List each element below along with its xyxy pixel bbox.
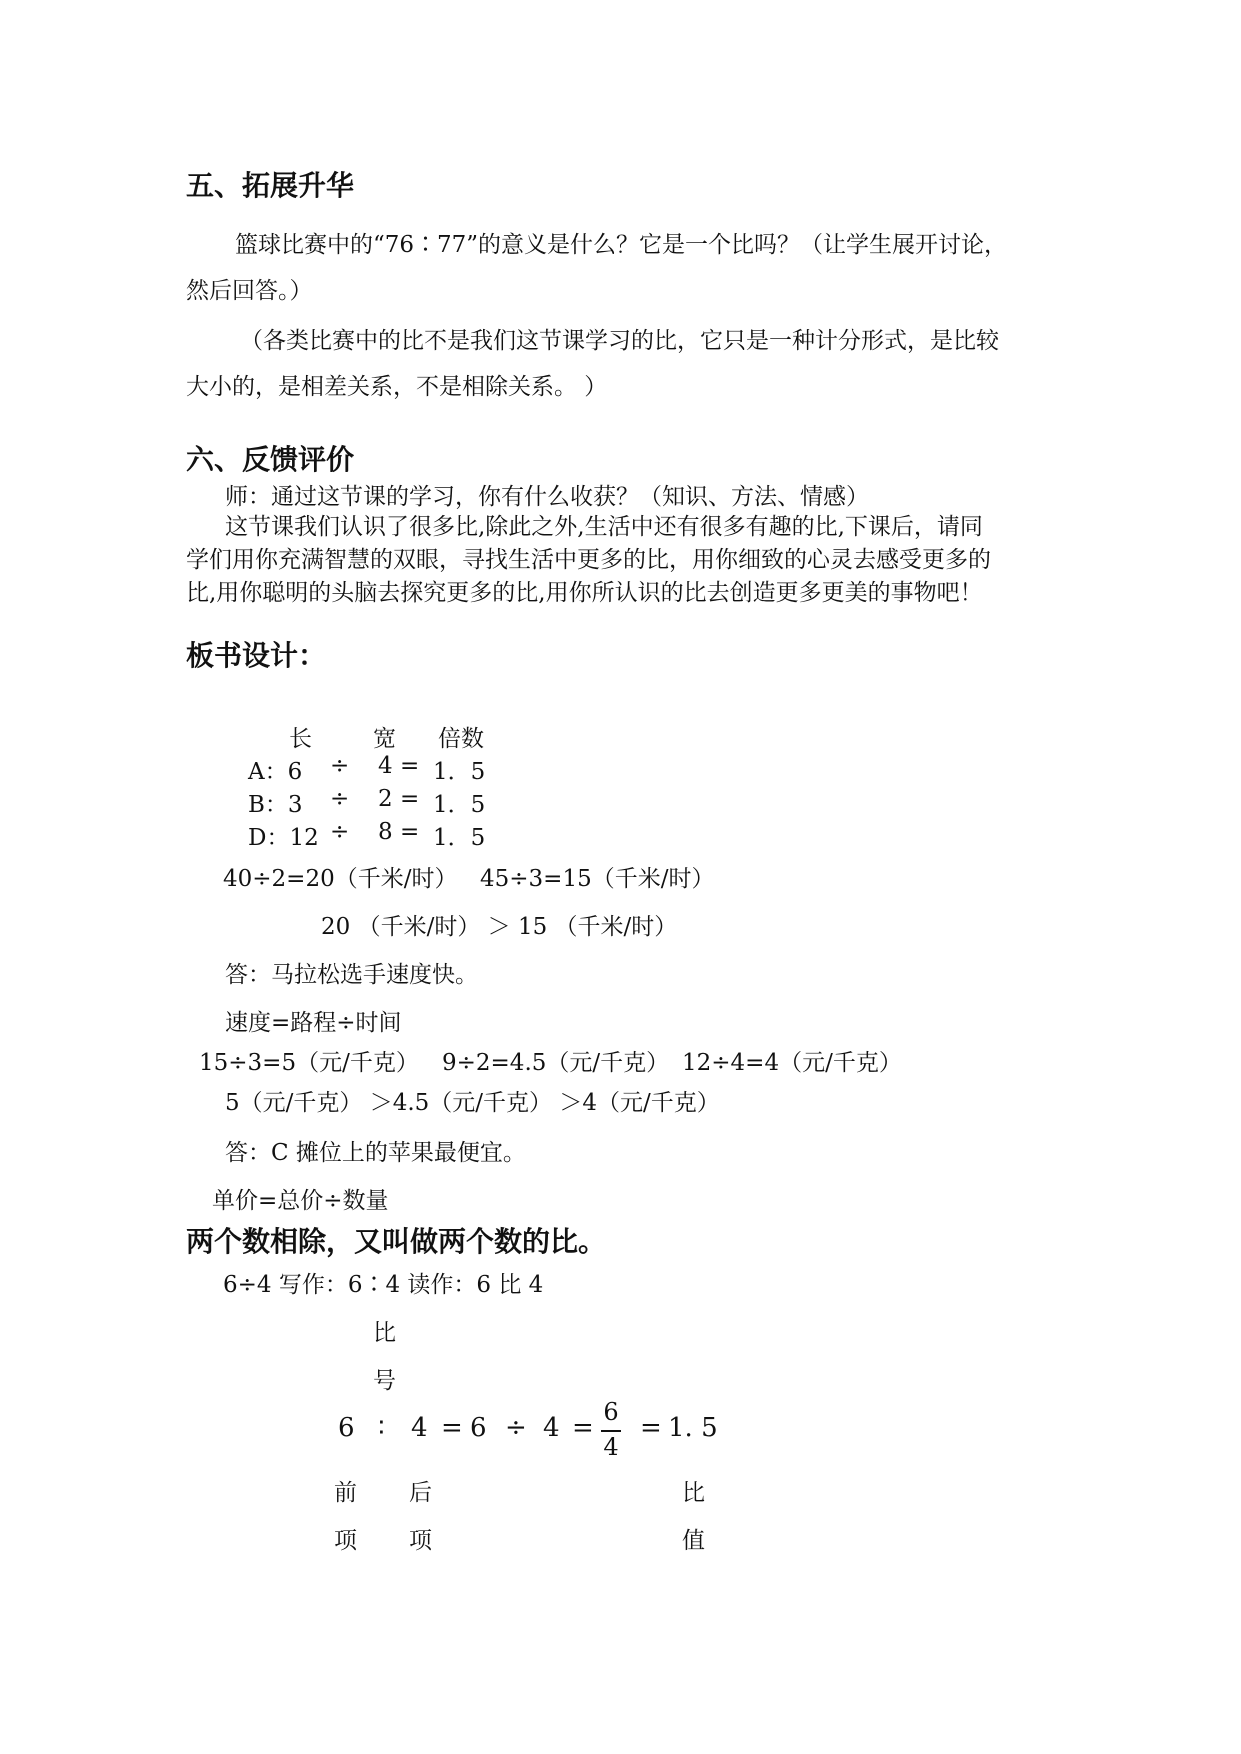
eq-colon: ∶ — [378, 1413, 385, 1443]
row-b-result: 1．5 — [433, 792, 486, 818]
label-hou-1: 后 — [409, 1480, 432, 1506]
section5-para1-line2: 然后回答。） — [186, 278, 313, 304]
section5-title: 五、拓展升华 — [186, 169, 355, 202]
answer-1: 答：马拉松选手速度快。 — [225, 962, 478, 988]
label-bihao-1: 比 — [373, 1320, 396, 1346]
price-calc-3: 12÷4=4（元/千克） — [682, 1050, 902, 1076]
row-b-label: B：3 — [248, 792, 303, 818]
board-title: 板书设计： — [186, 639, 327, 672]
eq-div: ÷ — [505, 1413, 527, 1443]
eq-result: 1. 5 — [668, 1413, 718, 1443]
formula-unit-price: 单价=总价÷数量 — [212, 1188, 389, 1214]
eq-4: 4 — [411, 1413, 428, 1443]
answer-2: 答：C 摊位上的苹果最便宜。 — [225, 1140, 526, 1166]
section5-para2-line1: （各类比赛中的比不是我们这节课学习的比，它只是一种计分形式，是比较 — [240, 328, 999, 354]
speed-calc-1: 40÷2=20（千米/时） — [223, 866, 458, 892]
row-b-div: ÷ — [330, 786, 350, 812]
header-length: 长 — [289, 726, 312, 752]
section6-line4: 比,用你聪明的头脑去探究更多的比,用你所认识的比去创造更多更美的事物吧！ — [186, 580, 983, 606]
label-bizhi-1: 比 — [682, 1480, 705, 1506]
fraction-denominator: 4 — [603, 1433, 619, 1461]
price-calc-2: 9÷2=4.5（元/千克） — [442, 1050, 670, 1076]
eq-6b: 6 — [470, 1413, 487, 1443]
label-hou-2: 项 — [409, 1528, 432, 1554]
label-qian-2: 项 — [334, 1528, 357, 1554]
speed-compare: 20 （千米/时） ＞ 15 （千米/时） — [321, 914, 678, 940]
label-bizhi-2: 值 — [682, 1528, 705, 1554]
section6-line3: 学们用你充满智慧的双眼，寻找生活中更多的比，用你细致的心灵去感受更多的 — [186, 547, 991, 573]
row-a-div: ÷ — [330, 753, 350, 779]
section6-line1: 师：通过这节课的学习，你有什么收获？（知识、方法、情感） — [225, 484, 869, 510]
speed-calc-2: 45÷3=15（千米/时） — [480, 866, 715, 892]
section5-para2-line2: 大小的，是相差关系，不是相除关系。 ） — [186, 374, 608, 400]
eq-equals-2: = — [572, 1413, 594, 1443]
label-qian-1: 前 — [334, 1480, 357, 1506]
fraction-bar — [601, 1430, 621, 1432]
eq-equals-1: = — [441, 1413, 463, 1443]
price-calc-1: 15÷3=5（元/千克） — [199, 1050, 419, 1076]
eq-4b: 4 — [543, 1413, 560, 1443]
row-d-label: D：12 — [248, 825, 319, 851]
row-d-result: 1．5 — [433, 825, 486, 851]
header-multiple: 倍数 — [438, 726, 484, 752]
eq-equals-3: = — [640, 1413, 662, 1443]
header-width: 宽 — [373, 726, 396, 752]
formula-speed: 速度=路程÷时间 — [225, 1010, 402, 1036]
section5-para1-line1: 篮球比赛中的“76∶77”的意义是什么？它是一个比吗？（让学生展开讨论， — [235, 232, 1008, 258]
row-a-result: 1．5 — [433, 759, 486, 785]
price-compare: 5（元/千克） ＞4.5（元/千克） ＞4（元/千克） — [225, 1090, 720, 1116]
row-a-label: A：6 — [248, 759, 303, 785]
row-b-divisor: 2 = — [378, 786, 420, 812]
row-a-divisor: 4 = — [378, 753, 420, 779]
section6-title: 六、反馈评价 — [186, 443, 355, 476]
row-d-divisor: 8 = — [378, 819, 420, 845]
eq-6: 6 — [338, 1413, 355, 1443]
fraction-numerator: 6 — [603, 1398, 619, 1426]
write-read-line: 6÷4 写作：6∶4 读作：6 比 4 — [223, 1272, 544, 1298]
label-bihao-2: 号 — [373, 1368, 396, 1394]
section6-line2: 这节课我们认识了很多比,除此之外,生活中还有很多有趣的比,下课后，请同 — [225, 514, 983, 540]
row-d-div: ÷ — [330, 819, 350, 845]
ratio-definition: 两个数相除，又叫做两个数的比。 — [186, 1225, 607, 1258]
